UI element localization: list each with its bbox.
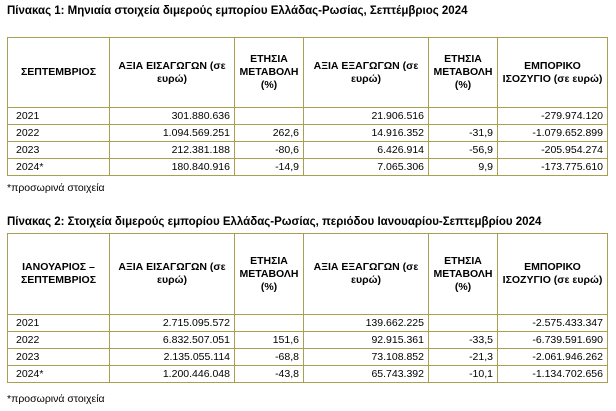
cell-exports: 92.915.361	[304, 332, 429, 349]
cell-imports-change: -43,8	[235, 366, 304, 383]
cell-balance: -2.061.946.262	[498, 349, 608, 366]
header-period: ΙΑΝΟΥΑΡΙΟΣ – ΣΕΠΤΕΜΒΡΙΟΣ	[8, 234, 110, 315]
header-imports-change: ΕΤΗΣΙΑ ΜΕΤΑΒΟΛΗ (%)	[235, 234, 304, 315]
cell-year: 2023	[8, 142, 110, 159]
cell-exports: 73.108.852	[304, 349, 429, 366]
cell-year: 2024*	[8, 366, 110, 383]
header-exports: ΑΞΙΑ ΕΞΑΓΩΓΩΝ (σε ευρώ)	[304, 38, 429, 108]
cell-imports: 2.715.095.572	[110, 315, 235, 332]
table-1-header-row	[8, 38, 608, 108]
table-row	[8, 366, 608, 383]
cell-imports: 6.832.507.051	[110, 332, 235, 349]
cell-balance: -2.575.433.347	[498, 315, 608, 332]
cell-exports-change: -33,5	[429, 332, 498, 349]
header-exports-change: ΕΤΗΣΙΑ ΜΕΤΑΒΟΛΗ (%)	[429, 38, 498, 108]
cell-exports-change: -21,3	[429, 349, 498, 366]
cell-exports-change: -31,9	[429, 125, 498, 142]
table-1-note: *προσωρινά στοιχεία	[7, 182, 105, 194]
table-2-title: Πίνακας 2: Στοιχεία διμερούς εμπορίου Ελλάδας-Ρωσίας, περιόδου Ιανουαρίου-Σεπτεμβρίου 2024	[7, 216, 542, 228]
table-2-header-row	[8, 234, 608, 315]
cell-balance: -1.134.702.656	[498, 366, 608, 383]
cell-exports-change: 9,9	[429, 159, 498, 176]
table-1-title: Πίνακας 1: Μηνιαία στοιχεία διμερούς εμπορίου Ελλάδας-Ρωσίας, Σεπτέμβριος 2024	[7, 5, 468, 17]
header-exports-change: ΕΤΗΣΙΑ ΜΕΤΑΒΟΛΗ (%)	[429, 234, 498, 315]
table-row	[8, 349, 608, 366]
cell-year: 2021	[8, 108, 110, 125]
header-period: ΣΕΠΤΕΜΒΡΙΟΣ	[8, 38, 110, 108]
cell-exports-change: -56,9	[429, 142, 498, 159]
header-balance: ΕΜΠΟΡΙΚΟ ΙΣΟΖΥΓΙΟ (σε ευρώ)	[498, 38, 608, 108]
cell-exports-change	[429, 315, 498, 332]
cell-imports: 212.381.188	[110, 142, 235, 159]
header-exports: ΑΞΙΑ ΕΞΑΓΩΓΩΝ (σε ευρώ)	[304, 234, 429, 315]
cell-exports: 21.906.516	[304, 108, 429, 125]
cell-imports: 1.094.569.251	[110, 125, 235, 142]
table-row	[8, 125, 608, 142]
header-imports: ΑΞΙΑ ΕΙΣΑΓΩΓΩΝ (σε ευρώ)	[110, 234, 235, 315]
table-row	[8, 142, 608, 159]
cell-balance: -205.954.274	[498, 142, 608, 159]
cell-imports-change: -14,9	[235, 159, 304, 176]
cell-imports: 2.135.055.114	[110, 349, 235, 366]
cell-exports-change	[429, 108, 498, 125]
cell-year: 2022	[8, 332, 110, 349]
cell-year: 2024*	[8, 159, 110, 176]
table-row	[8, 332, 608, 349]
table-row	[8, 315, 608, 332]
cell-exports: 7.065.306	[304, 159, 429, 176]
cell-balance: -1.079.652.899	[498, 125, 608, 142]
header-imports-change: ΕΤΗΣΙΑ ΜΕΤΑΒΟΛΗ (%)	[235, 38, 304, 108]
cell-year: 2021	[8, 315, 110, 332]
table-row	[8, 159, 608, 176]
table-2-note: *προσωρινά στοιχεία	[7, 393, 105, 405]
cell-imports-change	[235, 315, 304, 332]
cell-year: 2022	[8, 125, 110, 142]
header-balance: ΕΜΠΟΡΙΚΟ ΙΣΟΖΥΓΙΟ (σε ευρώ)	[498, 234, 608, 315]
cell-imports: 1.200.446.048	[110, 366, 235, 383]
cell-balance: -6.739.591.690	[498, 332, 608, 349]
cell-exports: 65.743.392	[304, 366, 429, 383]
cell-imports-change: -80,6	[235, 142, 304, 159]
cell-exports-change: -10,1	[429, 366, 498, 383]
cell-balance: -173.775.610	[498, 159, 608, 176]
header-imports: ΑΞΙΑ ΕΙΣΑΓΩΓΩΝ (σε ευρώ)	[110, 38, 235, 108]
cell-balance: -279.974.120	[498, 108, 608, 125]
cell-imports: 301.880.636	[110, 108, 235, 125]
cell-year: 2023	[8, 349, 110, 366]
cell-imports: 180.840.916	[110, 159, 235, 176]
cell-exports: 6.426.914	[304, 142, 429, 159]
table-2	[7, 233, 608, 383]
cell-imports-change	[235, 108, 304, 125]
cell-imports-change: -68,8	[235, 349, 304, 366]
table-1	[7, 37, 608, 176]
cell-imports-change: 151,6	[235, 332, 304, 349]
cell-imports-change: 262,6	[235, 125, 304, 142]
cell-exports: 139.662.225	[304, 315, 429, 332]
table-row	[8, 108, 608, 125]
cell-exports: 14.916.352	[304, 125, 429, 142]
